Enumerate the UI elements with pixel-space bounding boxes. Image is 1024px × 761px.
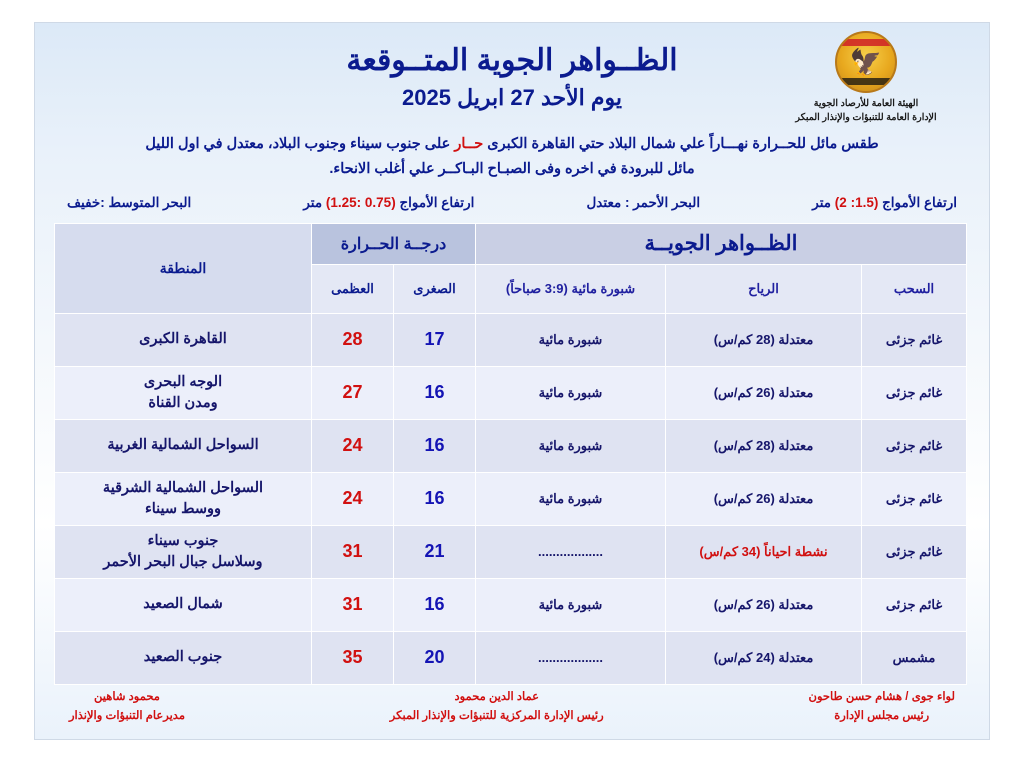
- red-sea-waves-label: ارتفاع الأمواج: [878, 194, 957, 210]
- cell-wind: معتدلة (26 كم/س): [666, 366, 862, 419]
- org-name-line1: الهيئة العامة للأرصاد الجوية: [813, 98, 919, 109]
- column-header-tmax: العظمى: [311, 264, 393, 313]
- cell-clouds: غائم جزئى: [862, 525, 967, 578]
- mediterranean-waves-unit: متر: [303, 194, 326, 210]
- summary-line1-part1: طقس مائل للحــرارة نهـــاراً علي شمال البلاد حتي القاهرة الكبرى: [483, 136, 879, 152]
- footer-central-head: [390, 688, 604, 725]
- footer-forecast-director-title: مديرعام التنبؤات والإنذار: [69, 709, 185, 722]
- cell-wind: معتدلة (26 كم/س): [666, 472, 862, 525]
- cell-mist: شبورة مائية: [476, 472, 666, 525]
- table-row: [54, 525, 966, 578]
- cell-wind: معتدلة (28 كم/س): [666, 419, 862, 472]
- cell-clouds: غائم جزئى: [862, 472, 967, 525]
- cell-mist: شبورة مائية: [476, 366, 666, 419]
- red-sea-waves-unit: متر: [812, 194, 835, 210]
- cell-tmax: 28: [311, 313, 393, 366]
- mediterranean-state: البحر المتوسط :خفيف: [67, 194, 192, 210]
- summary-line1-part2: على جنوب سيناء وجنوب البلاد، معتدل في اول الليل: [145, 136, 455, 152]
- forecast-table-body: [54, 313, 966, 684]
- cell-region: شمال الصعيد: [54, 578, 311, 631]
- summary-hot-word: حــار: [454, 136, 484, 152]
- table-row: [54, 366, 966, 419]
- cell-clouds: غائم جزئى: [862, 419, 967, 472]
- cell-region: الوجه البحرى ومدن القناة: [54, 366, 311, 419]
- cell-mist: شبورة مائية: [476, 578, 666, 631]
- eagle-emblem-icon: 🦅: [835, 31, 897, 93]
- footer-forecast-director: [69, 688, 185, 725]
- header: [35, 23, 989, 128]
- footer-forecast-director-name: محمود شاهين: [94, 691, 160, 704]
- table-row: [54, 578, 966, 631]
- mediterranean-waves-label: ارتفاع الأمواج: [395, 194, 475, 210]
- signature-footer: [35, 688, 989, 725]
- mediterranean-waves: [303, 195, 474, 211]
- column-header-mist: شبورة مائية (3:9 صباحاً): [476, 264, 666, 313]
- red-sea-state: البحر الأحمر : معتدل: [586, 194, 701, 210]
- red-sea-waves-value: (1.5: 2): [834, 194, 879, 210]
- cell-tmin: 16: [394, 419, 476, 472]
- cell-clouds: غائم جزئى: [862, 366, 967, 419]
- cell-region: القاهرة الكبرى: [54, 313, 311, 366]
- page-title: الظــواهر الجوية المتــوقعة: [346, 44, 678, 77]
- mediterranean-waves-value: (0.75 :1.25): [325, 194, 396, 210]
- cell-tmin: 20: [394, 631, 476, 684]
- cell-mist: ..................: [476, 631, 666, 684]
- forecast-card: [34, 22, 990, 740]
- table-row: [54, 472, 966, 525]
- cell-region: جنوب سيناء وسلاسل جبال البحر الأحمر: [54, 525, 311, 578]
- organization-logo-block: [761, 31, 971, 125]
- cell-region: جنوب الصعيد: [54, 631, 311, 684]
- cell-clouds: غائم جزئى: [862, 578, 967, 631]
- cell-tmin: 17: [394, 313, 476, 366]
- cell-region: السواحل الشمالية الشرقية ووسط سيناء: [54, 472, 311, 525]
- cell-tmax: 31: [311, 578, 393, 631]
- cell-tmin: 16: [394, 366, 476, 419]
- column-header-wind: الرياح: [666, 264, 862, 313]
- cell-region: السواحل الشمالية الغربية: [54, 419, 311, 472]
- table-row: [54, 631, 966, 684]
- cell-wind: معتدلة (24 كم/س): [666, 631, 862, 684]
- org-name-line2: الإدارة العامة للتنبؤات والإنذار المبكر: [795, 111, 937, 123]
- table-row: [54, 313, 966, 366]
- cell-tmin: 16: [394, 472, 476, 525]
- forecast-summary: [63, 132, 961, 183]
- cell-wind: معتدلة (26 كم/س): [666, 578, 862, 631]
- group-header-temperature: درجــة الحــرارة: [311, 223, 475, 264]
- cell-clouds: مشمس: [862, 631, 967, 684]
- cell-mist: ..................: [476, 525, 666, 578]
- cell-tmax: 24: [311, 472, 393, 525]
- summary-line2: مائل للبرودة في اخره وفى الصبـاح البـاكــر علي أغلب الانحاء.: [329, 161, 695, 178]
- cell-mist: شبورة مائية: [476, 419, 666, 472]
- forecast-date: يوم الأحد 27 ابريل 2025: [402, 85, 622, 110]
- sea-conditions-strip: [57, 193, 967, 213]
- table-row: [54, 419, 966, 472]
- cell-tmax: 24: [311, 419, 393, 472]
- cell-mist: شبورة مائية: [476, 313, 666, 366]
- cell-tmax: 35: [311, 631, 393, 684]
- column-header-tmin: الصغرى: [394, 264, 476, 313]
- red-sea-waves: [812, 195, 957, 211]
- cell-tmax: 27: [311, 366, 393, 419]
- cell-tmin: 21: [394, 525, 476, 578]
- column-header-region: المنطقة: [54, 223, 311, 313]
- forecast-table: [54, 223, 967, 685]
- footer-board-chief-name: لواء جوى / هشام حسن طاحون: [808, 691, 955, 704]
- column-header-clouds: السحب: [862, 264, 967, 313]
- cell-tmin: 16: [394, 578, 476, 631]
- footer-central-head-name: عماد الدين محمود: [454, 691, 539, 704]
- cell-tmax: 31: [311, 525, 393, 578]
- cell-wind: نشطة احياناً (34 كم/س): [666, 525, 862, 578]
- cell-clouds: غائم جزئى: [862, 313, 967, 366]
- footer-board-chief: [809, 688, 956, 725]
- cell-wind: معتدلة (28 كم/س): [666, 313, 862, 366]
- footer-board-chief-title: رئيس مجلس الإدارة: [834, 709, 930, 722]
- footer-central-head-title: رئيس الإدارة المركزية للتنبؤات والإنذار المبكر: [389, 709, 604, 722]
- group-header-phenomena: الظــواهر الجويــة: [476, 223, 967, 264]
- table-group-header-row: [54, 223, 966, 264]
